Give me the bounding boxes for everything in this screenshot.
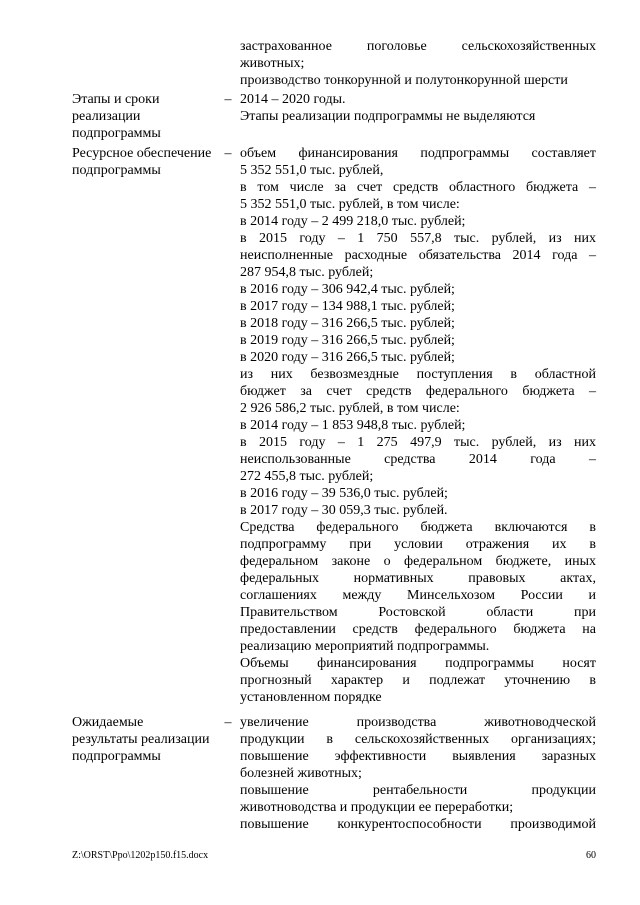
text-line: 2014 – 2020 годы. xyxy=(240,92,346,107)
text-line: в 2015 году – 1 750 557,8 тыс. рублей, из них xyxy=(240,231,596,246)
text-line: в 2020 году – 316 266,5 тыс. рублей; xyxy=(240,350,455,365)
stages-content xyxy=(240,91,596,125)
text-line: установленном порядке xyxy=(240,690,382,705)
results-label: Ожидаемые результаты реализации подпрограммы xyxy=(72,715,210,764)
text-line: Этапы реализации подпрограммы не выделяются xyxy=(240,109,536,124)
text-line: в 2017 году – 30 059,3 тыс. рублей. xyxy=(240,503,448,518)
text-line: 287 954,8 тыс. рублей; xyxy=(240,265,374,280)
text-line: болезней животных; xyxy=(240,766,362,781)
text-line: Правительством Ростовской области при xyxy=(240,605,596,620)
text-line: объем финансирования подпрограммы составляет xyxy=(240,146,596,161)
text-line: неисполненные расходные обязательства 2014 года – xyxy=(240,248,596,263)
text-line: повышение конкурентоспособности производимой xyxy=(240,817,596,832)
text-line: в 2014 году – 1 853 948,8 тыс. рублей; xyxy=(240,418,466,433)
text-line: 2 926 586,2 тыс. рублей, в том числе: xyxy=(240,401,460,416)
text-line: повышение рентабельности продукции xyxy=(240,783,596,798)
text-line: застрахованное поголовье сельскохозяйственных xyxy=(240,39,596,54)
text-line: в 2016 году – 306 942,4 тыс. рублей; xyxy=(240,282,455,297)
footer-page-number: 60 xyxy=(586,850,596,861)
text-line: Средства федерального бюджета включаются в xyxy=(240,520,596,535)
text-line: в 2019 году – 316 266,5 тыс. рублей; xyxy=(240,333,455,348)
text-line: федеральных нормативных правовых актах, xyxy=(240,571,596,586)
text-line: животных; xyxy=(240,56,305,71)
text-line: в том числе за счет средств областного бюджета – xyxy=(240,180,596,195)
text-line: федеральном законе о федеральном бюджете, иных xyxy=(240,554,596,569)
text-line: реализацию мероприятий подпрограммы. xyxy=(240,639,490,654)
text-line: животноводства и продукции ее переработки; xyxy=(240,800,514,815)
results-dash: – xyxy=(224,715,232,730)
text-line: 5 352 551,0 тыс. рублей, в том числе: xyxy=(240,197,460,212)
stages-dash: – xyxy=(224,92,232,107)
resources-label: Ресурсное обеспечение подпрограммы xyxy=(72,146,212,178)
text-line: в 2016 году – 39 536,0 тыс. рублей; xyxy=(240,486,448,501)
text-line: Объемы финансирования подпрограммы носят xyxy=(240,656,596,671)
stages-label: Этапы и сроки реализации подпрограммы xyxy=(72,92,161,141)
text-line: увеличение производства животноводческой xyxy=(240,715,596,730)
text-line: предоставлении средств федерального бюджета на xyxy=(240,622,596,637)
goals-continuation xyxy=(240,38,596,89)
text-line: 5 352 551,0 тыс. рублей, xyxy=(240,163,384,178)
text-line: 272 455,8 тыс. рублей; xyxy=(240,469,374,484)
text-line: из них безвозмездные поступления в областной xyxy=(240,367,596,382)
text-line: продукции в сельскохозяйственных организациях; xyxy=(240,732,596,747)
text-line: повышение эффективности выявления заразных xyxy=(240,749,596,764)
text-line: бюджет за счет средств федерального бюджета – xyxy=(240,384,596,399)
text-line: производство тонкорунной и полутонкорунной шерсти xyxy=(240,73,568,88)
text-line: соглашениях между Минсельхозом России и xyxy=(240,588,596,603)
text-line: в 2018 году – 316 266,5 тыс. рублей; xyxy=(240,316,455,331)
results-content xyxy=(240,714,596,833)
resources-content xyxy=(240,145,596,706)
text-line: прогнозный характер и подлежат уточнению в xyxy=(240,673,596,688)
text-line: подпрограмму при условии отражения их в xyxy=(240,537,596,552)
resources-dash: – xyxy=(224,146,232,161)
text-line: в 2015 году – 1 275 497,9 тыс. рублей, из них xyxy=(240,435,596,450)
text-line: в 2017 году – 134 988,1 тыс. рублей; xyxy=(240,299,455,314)
footer-file-path: Z:\ORST\Ppo\1202p150.f15.docx xyxy=(72,850,209,861)
text-line: в 2014 году – 2 499 218,0 тыс. рублей; xyxy=(240,214,466,229)
text-line: неиспользованные средства 2014 года – xyxy=(240,452,596,467)
